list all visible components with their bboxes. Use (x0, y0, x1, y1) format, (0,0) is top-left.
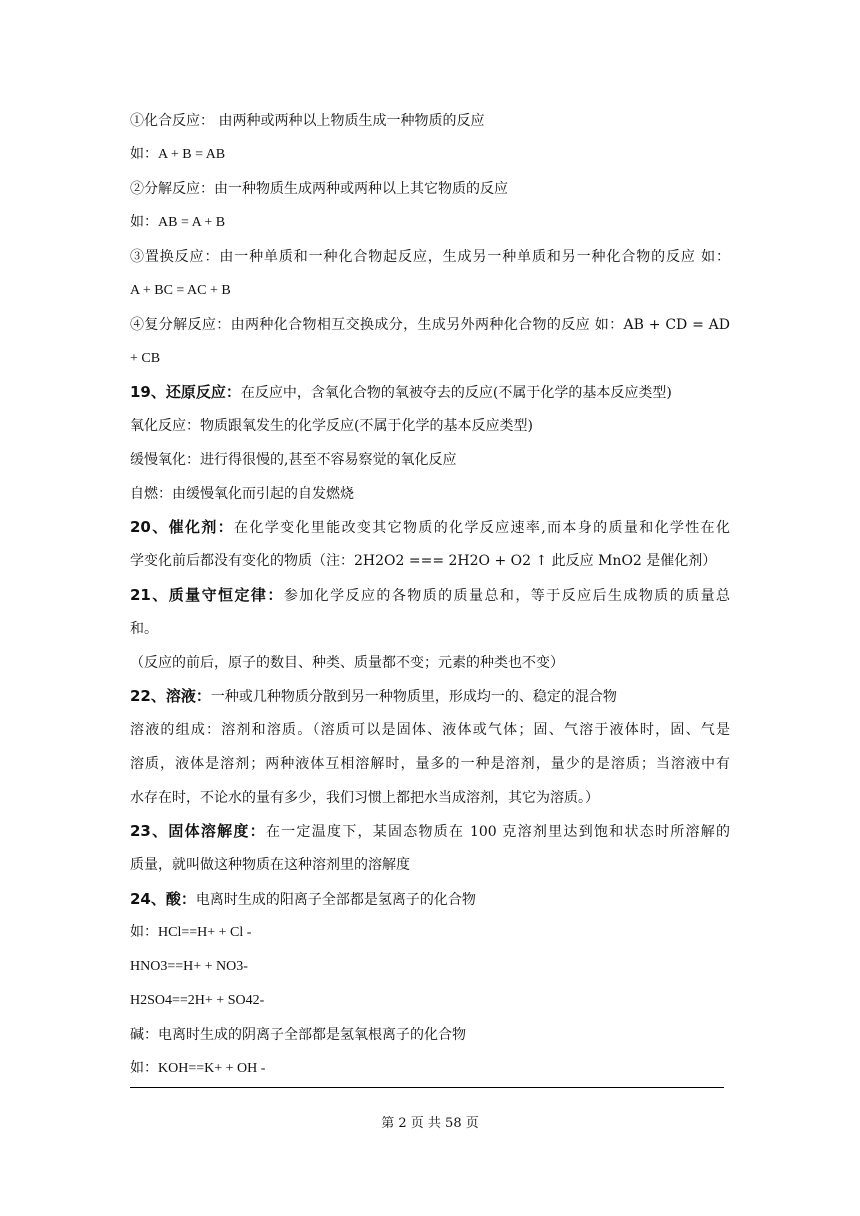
section-body: 一种或几种物质分散到另一种物质里，形成均一的、稳定的混合物 (210, 689, 617, 705)
text-line: 水存在时，不论水的量有多少，我们习惯上都把水当成溶剂，其它为溶质。） (130, 790, 599, 806)
section-20 (130, 517, 730, 538)
text-line: ②分解反应：由一种物质生成两种或两种以上其它物质的反应 (130, 181, 508, 197)
section-24 (130, 889, 730, 910)
page-footer: 第 2 页 共 58 页 (381, 1116, 479, 1131)
text-line: 自燃：由缓慢氧化而引起的自发燃烧 (130, 486, 354, 502)
section-body: 在化学变化里能改变其它物质的化学反应速率,而本身的质量和化学性在化 (234, 520, 731, 536)
section-body: 在反应中，含氧化合物的氧被夺去的反应(不属于化学的基本反应类型) (240, 385, 672, 401)
section-heading: 20、催化剂： (130, 518, 235, 536)
text-line: 缓慢氧化：进行得很慢的,甚至不容易察觉的氧化反应 (130, 452, 457, 468)
section-19 (130, 382, 730, 403)
section-heading: 23、固体溶解度： (130, 822, 266, 840)
text-line: 如：HCl==H+ + Cl - (130, 925, 252, 940)
text-line: 碱：电离时生成的阴离子全部都是氢氧根离子的化合物 (130, 1027, 466, 1043)
text-line: + CB (130, 351, 161, 366)
text-line: （反应的前后，原子的数目、种类、质量都不变；元素的种类也不变） (130, 655, 564, 671)
text-line: 氧化反应：物质跟氧发生的化学反应(不属于化学的基本反应类型) (130, 418, 533, 434)
section-22 (130, 686, 730, 707)
text-line: 如：KOH==K+ + OH - (130, 1061, 266, 1076)
section-heading: 22、溶液： (130, 687, 211, 705)
text-line: 学变化前后都没有变化的物质（注：2H2O2 === 2H2O + O2 ↑ 此反应 MnO2 是催化剂） (130, 553, 717, 569)
text-line: ④复分解反应：由两种化合物相互交换成分，生成另外两种化合物的反应 如：AB + CD = AD (130, 317, 730, 333)
text-line: 溶液的组成：溶剂和溶质。（溶质可以是固体、液体或气体；固、气溶于液体时，固、气是 (130, 722, 730, 738)
text-line: H2SO4==2H+ + SO42- (130, 993, 265, 1008)
text-line: 和。 (130, 621, 158, 637)
section-21 (130, 585, 730, 606)
section-heading: 24、酸： (130, 890, 196, 908)
section-heading: 19、还原反应： (130, 383, 241, 401)
text-line: 如：AB = A + B (130, 215, 226, 230)
text-line: HNO3==H+ + NO3- (130, 959, 248, 974)
text-line: 如：A + B = AB (130, 147, 226, 162)
text-line: 溶质，液体是溶剂；两种液体互相溶解时，量多的一种是溶剂，量少的是溶质；当溶液中有 (130, 756, 730, 772)
text-line: A + BC = AC + B (130, 283, 231, 298)
footer-divider (130, 1087, 724, 1088)
section-heading: 21、质量守恒定律： (130, 586, 284, 604)
section-23 (130, 821, 730, 842)
text-line: ①化合反应： 由两种或两种以上物质生成一种物质的反应 (130, 113, 485, 129)
section-body: 在一定温度下，某固态物质在 100 克溶剂里达到饱和状态时所溶解的 (265, 824, 731, 840)
text-line: 质量，就叫做这种物质在这种溶剂里的溶解度 (130, 857, 410, 873)
text-line: ③置换反应：由一种单质和一种化合物起反应，生成另一种单质和另一种化合物的反应 如： (130, 249, 730, 265)
section-body: 参加化学反应的各物质的质量总和，等于反应后生成物质的质量总 (283, 588, 731, 604)
section-body: 电离时生成的阳离子全部都是氢离子的化合物 (195, 892, 476, 908)
